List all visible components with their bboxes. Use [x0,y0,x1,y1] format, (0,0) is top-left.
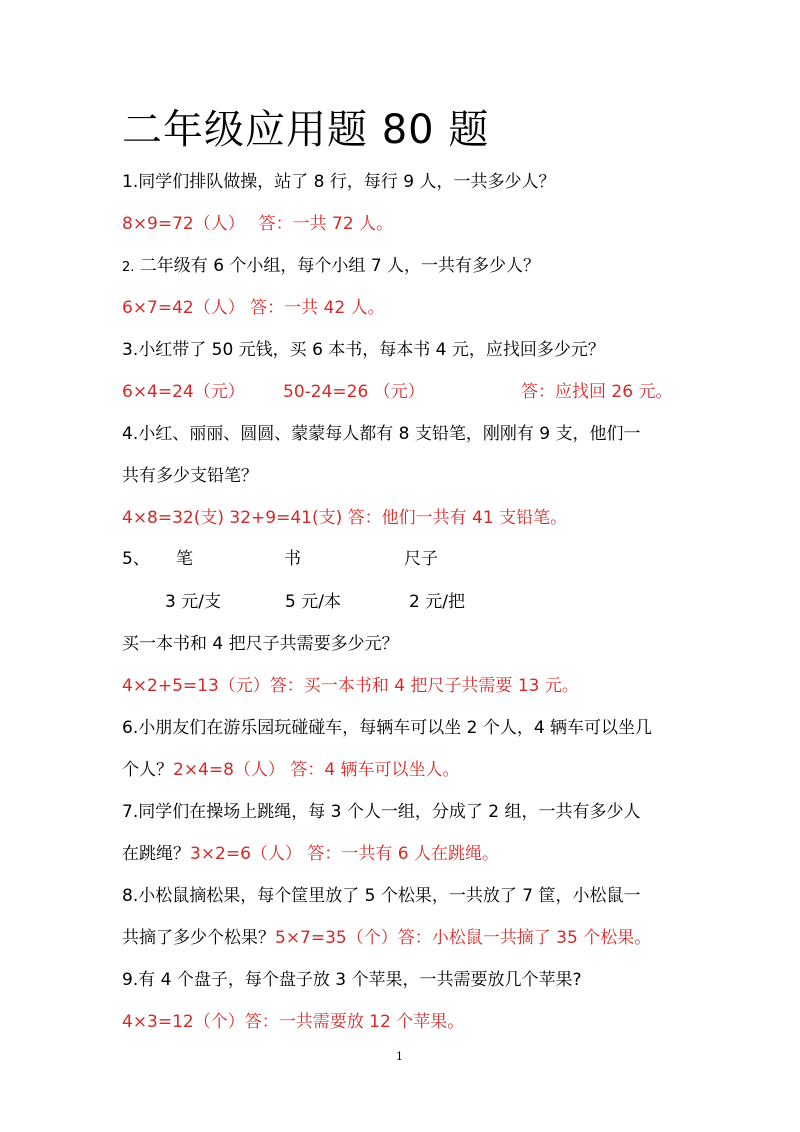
answer-3-step-2: 50-24=26 （元） [283,382,425,402]
question-7-line-1: 7.同学们在操场上跳绳，每 3 个人一组，分成了 2 组，一共有多少人 [122,802,641,822]
question-2-number: 2. [122,260,135,275]
question-1: 1.同学们排队做操，站了 8 行，每行 9 人，一共多少人？ [122,172,556,192]
answer-7: 3×2=6（人） 答：一共有 6 人在跳绳。 [190,844,499,864]
question-8-text: 共摘了多少个松果？ [122,928,275,948]
question-9: 9.有 4 个盘子，每个盘子放 3 个苹果，一共需要放几个苹果? [122,970,582,990]
answer-8: 5×7=35（个）答：小松鼠一共摘了 35 个松果。 [275,928,652,948]
question-5-number: 5、 [122,549,150,569]
item-ruler-name: 尺子 [404,549,438,569]
item-book-price: 5 元/本 [285,592,341,612]
answer-6: 2×4=8（人） 答：4 辆车可以坐人。 [173,760,460,780]
question-3: 3.小红带了 50 元钱，买 6 本书，每本书 4 元，应找回多少元？ [122,340,605,360]
answer-1: 8×9=72（人） 答：一共 72 人。 [122,214,394,234]
question-4-line-1: 4.小红、丽丽、圆圆、蒙蒙每人都有 8 支铅笔，刚刚有 9 支，他们一 [122,424,641,444]
item-pen-price: 3 元/支 [165,592,221,612]
question-2-text: 二年级有 6 个小组，每个小组 7 人，一共有多少人？ [134,256,541,276]
answer-3-conclusion: 答：应找回 26 元。 [521,382,673,402]
question-7-line-2 [122,842,499,866]
question-6-line-1: 6.小朋友们在游乐园玩碰碰车，每辆车可以坐 2 个人，4 辆车可以坐几 [122,718,653,738]
question-8-line-1: 8.小松鼠摘松果，每个筐里放了 5 个松果，一共放了 7 筐，小松鼠一 [122,886,641,906]
question-8-line-2 [122,926,651,950]
answer-9: 4×3=12（个）答：一共需要放 12 个苹果。 [122,1012,465,1032]
question-7-text: 在跳绳？ [122,844,190,864]
question-2 [122,254,540,280]
answer-5: 4×2+5=13（元）答：买一本书和 4 把尺子共需要 13 元。 [122,676,579,696]
item-ruler-price: 2 元/把 [409,592,465,612]
item-pen-name: 笔 [176,549,193,569]
question-4-line-2: 共有多少支铅笔？ [122,466,258,486]
answer-2: 6×7=42（人） 答：一共 42 人。 [122,298,385,318]
answer-3-step-1: 6×4=24（元） [122,382,245,402]
question-6-line-2 [122,758,460,782]
page-number: 1 [396,1050,403,1063]
document-title: 二年级应用题 80 题 [122,107,490,153]
item-book-name: 书 [284,549,301,569]
answer-4: 4×8=32(支) 32+9=41(支) 答：他们一共有 41 支铅笔。 [122,508,568,528]
question-6-text: 个人？ [122,760,173,780]
question-5: 买一本书和 4 把尺子共需要多少元？ [122,634,399,654]
